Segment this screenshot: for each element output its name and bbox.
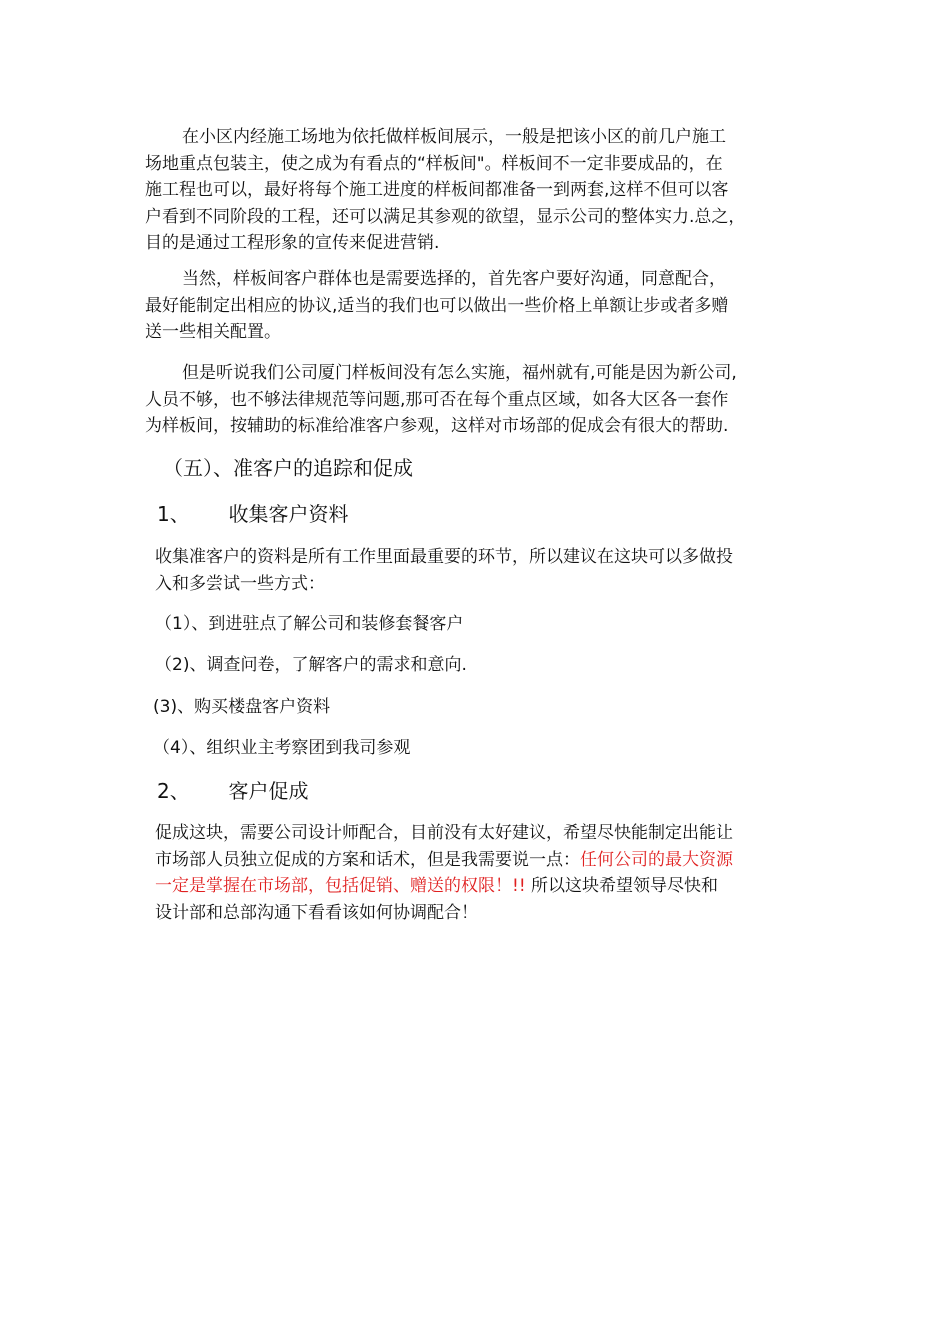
paragraph-showroom-intro (145, 124, 810, 257)
subheading-title: 客户促成 (228, 779, 309, 803)
list-item: （2)、调查问卷，了解客户的需求和意向. (155, 655, 467, 675)
subheading-collect-info (157, 500, 348, 528)
subheading-title: 收集客户资料 (228, 502, 349, 526)
list-item: （4）、组织业主考察团到我司参观 (153, 738, 411, 758)
text-line: 为样板间，按辅助的标准给准客户参观，这样对市场部的促成会有很大的帮助. (145, 416, 729, 436)
text-line: 送一些相关配置。 (145, 322, 281, 342)
text-segment: 市场部人员独立促成的方案和话术，但是我需要说一点： (155, 849, 580, 870)
text-line: 目的是通过工程形象的宣传来促进营销. (145, 233, 440, 253)
list-item: (3)、购买楼盘客户资料 (153, 697, 331, 717)
text-line (155, 847, 815, 874)
subheading-customer-conversion (157, 777, 308, 805)
subheading-number: 2、 (157, 779, 190, 803)
text-segment: 所以这块希望领导尽快和 (525, 876, 719, 896)
paragraph-showroom-implementation (145, 360, 810, 440)
text-line: 户看到不同阶段的工程，还可以满足其参观的欲望，显示公司的整体实力.总之， (145, 206, 746, 227)
paragraph-customer-conversion (155, 820, 815, 926)
text-line: 人员不够，也不够法律规范等问题,那可否在每个重点区域，如各大区各一套作 (145, 389, 729, 410)
section-heading: （五）、准客户的追踪和促成 (163, 456, 413, 480)
text-line (155, 873, 815, 900)
paragraph-showroom-customers (145, 266, 810, 346)
text-line: 入和多尝试一些方式： (155, 573, 325, 594)
text-line: 最好能制定出相应的协议,适当的我们也可以做出一些价格上单额让步或者多赠 (145, 295, 729, 316)
text-line: 促成这块，需要公司设计师配合，目前没有太好建议，希望尽快能制定出能让 (155, 823, 733, 843)
highlighted-text: 任何公司的最大资源 (580, 849, 733, 870)
text-line: 施工程也可以，最好将每个施工进度的样板间都准备一到两套,这样不但可以客 (145, 180, 729, 200)
text-line: 当然，样板间客户群体也是需要选择的，首先客户要好沟通，同意配合， (182, 269, 726, 289)
highlighted-text: 一定是掌握在市场部，包括促销、赠送的权限！!! (155, 876, 526, 896)
text-line: 场地重点包装主，使之成为有看点的“样板间"。样板间不一定非要成品的，在 (145, 153, 723, 174)
text-line: 收集准客户的资料是所有工作里面最重要的环节，所以建议在这块可以多做投 (155, 547, 733, 567)
subheading-number: 1、 (157, 502, 190, 526)
text-line: 在小区内经施工场地为依托做样板间展示，一般是把该小区的前几户施工 (182, 127, 726, 147)
text-line: 但是听说我们公司厦门样板间没有怎么实施，福州就有,可能是因为新公司, (182, 363, 737, 383)
text-line: 设计部和总部沟通下看看该如何协调配合！ (155, 902, 478, 923)
list-item: （1）、到进驻点了解公司和装修套餐客户 (155, 614, 464, 634)
paragraph-collect-info (155, 544, 815, 597)
